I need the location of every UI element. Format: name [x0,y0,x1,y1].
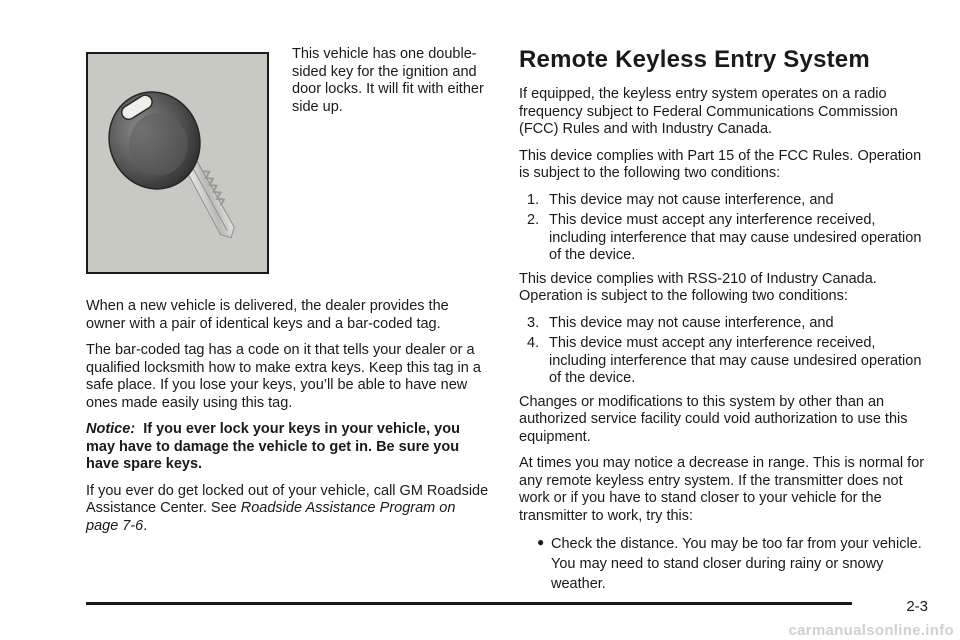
list-number: 1. [527,191,540,208]
notice-paragraph [86,421,490,474]
roadside-reference-link[interactable]: Roadside Assistance Program on page 7-6 [86,500,456,534]
range-paragraph: At times you may notice a decrease in range. This is normal for any remote keyless entry system. If the transmitter does not work or if you have to stand closer to your vehicle for the transmitter to work, try this: [519,455,925,524]
lockout-paragraph [86,483,490,536]
fcc-paragraph: This device complies with Part 15 of the FCC Rules. Operation is subject to the following two conditions: [519,147,922,181]
key-illustration [86,52,269,274]
industry-canada-paragraph: This device complies with RSS-210 of Industry Canada. Operation is subject to the following two conditions: [519,270,877,304]
right-column [519,46,929,594]
list-text: Check the distance. You may be too far from your vehicle. You may need to stand closer during rainy or snowy weather. [551,536,922,592]
rke-intro-paragraph: If equipped, the keyless entry system operates on a radio frequency subject to Federal Communications Commission (FCC) Rules and with Industry Canada. [519,86,898,137]
ic-conditions-list [519,315,929,388]
list-item [519,192,929,210]
list-item [519,534,929,594]
list-text: This device must accept any interference received, including interference that may cause undesired operation of the device. [549,212,922,263]
list-item [519,335,929,388]
left-body [86,298,490,544]
tips-list [519,534,929,594]
bullet-icon: ● [537,535,545,549]
list-text: This device may not cause interference, and [549,191,834,208]
key-intro-text: This vehicle has one double-sided key for the ignition and door locks. It will fit with either side up. [292,46,484,115]
section-title: Remote Keyless Entry System [519,46,870,73]
list-number: 4. [527,335,540,351]
lockout-text: If you ever do get locked out of your vehicle, call GM Roadside Assistance Center. See [86,482,489,516]
list-text: This device must accept any interference received, including interference that may cause undesired operation of the device. [549,335,922,386]
list-text: This device may not cause interference, and [549,314,834,331]
key-icon [88,54,267,272]
page-number: 2-3 [906,598,928,615]
footer-divider [86,602,852,605]
list-item [519,315,929,333]
lockout-end: . [143,517,148,534]
list-item [519,212,929,265]
delivery-paragraph: When a new vehicle is delivered, the dealer provides the owner with a pair of identical keys and a bar-coded tag. [86,298,449,332]
notice-label: Notice: [86,421,136,437]
notice-text: If you ever lock your keys in your vehicle, you may have to damage the vehicle to get in. Be sure you have spare keys. [86,421,460,472]
modifications-paragraph: Changes or modifications to this system by other than an authorized service facility could void authorization to use this equipment. [519,393,908,445]
list-number: 2. [527,212,540,228]
list-number: 3. [527,314,540,331]
barcode-tag-paragraph: The bar-coded tag has a code on it that tells your dealer or a qualified locksmith how to make extra keys. Keep this tag in a safe place. If you lose your keys, you’ll be able to have new ones made easily using this tag. [86,342,481,411]
watermark: carmanualsonline.info [788,622,954,639]
fcc-conditions-list [519,192,929,265]
